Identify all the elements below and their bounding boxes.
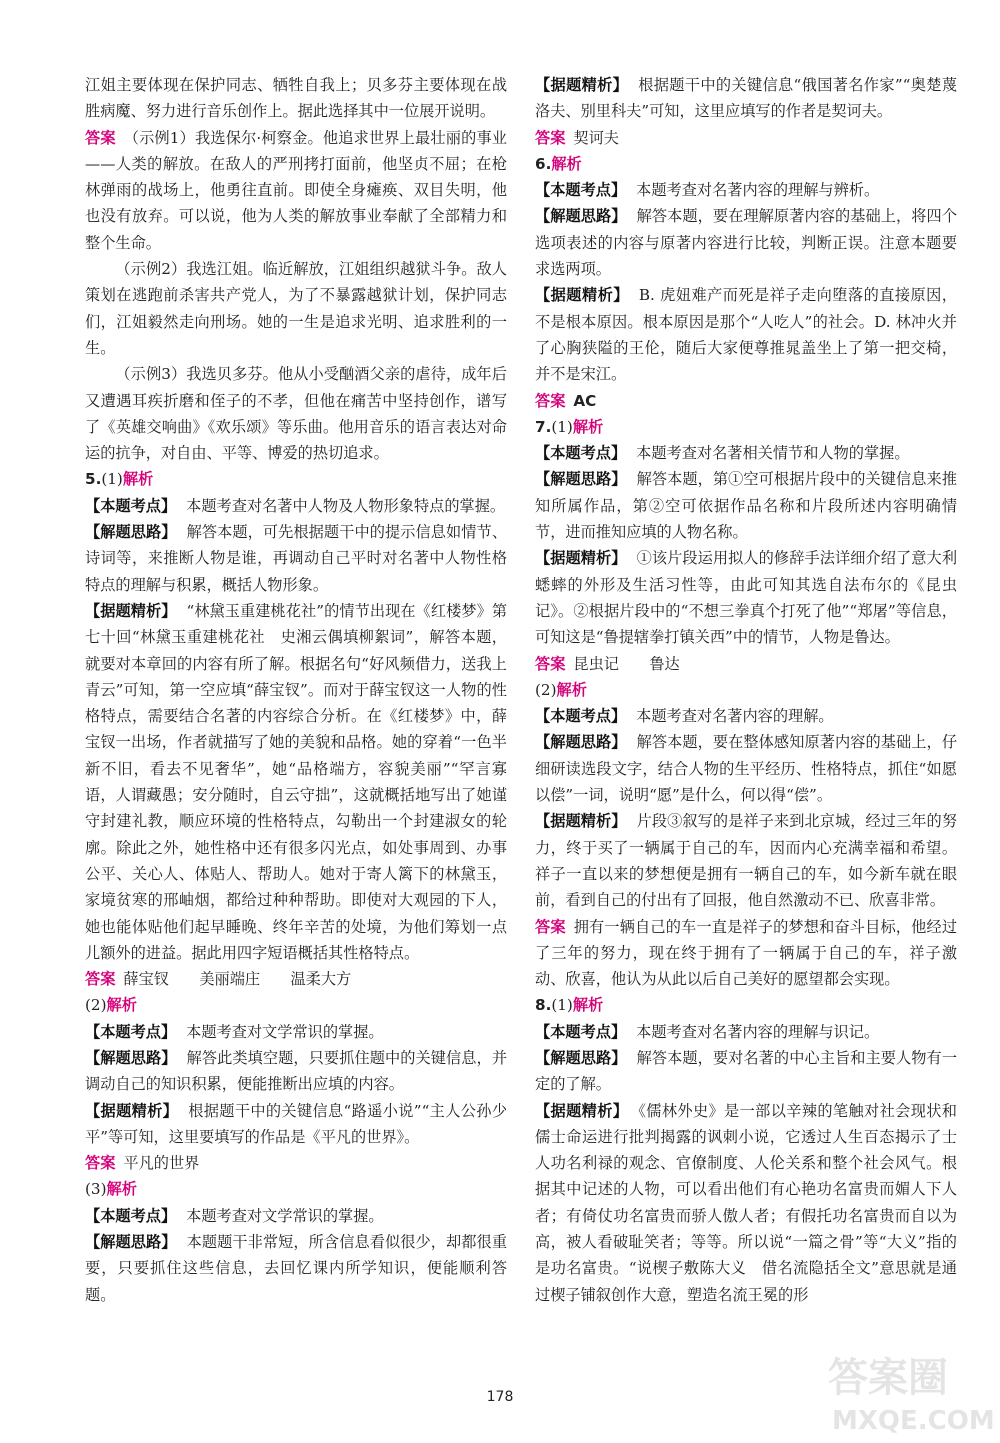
jiexi-label: 解析 (122, 470, 154, 489)
question-number: 8. (535, 996, 552, 1015)
silu (535, 466, 957, 545)
silu-text: 解答本题，可先根据题干中的提示信息如情节、诗词等，来推断人物是谁，再调动自己平时对名著中人物性格特点的理解与积累，概括人物形象。 (85, 523, 508, 594)
sub-question-header (85, 1176, 507, 1202)
silu (535, 203, 957, 282)
answer-text: 昆虫记 鲁达 (573, 654, 680, 673)
question-number: 5. (85, 470, 102, 489)
jingxi (85, 598, 507, 966)
tag-kaodian: 【本题考点】 (535, 444, 627, 463)
jiexi-label: 解析 (106, 996, 137, 1015)
tag-jingxi: 【据题精析】 (535, 76, 629, 94)
silu-text: 解答本题，第①空可根据片段中的关键信息来推知所属作品，第②空可依据作品名称和片段所述内容明确情节，进而推知应填的人物名称。 (535, 470, 958, 542)
example-2: （示例2）我选江姐。临近解放，江姐组织越狱斗争。敌人策划在逃跑前杀害共产党人，为了不暴露越狱计划，保护同志们，江姐毅然走向刑场。她的一生是追求光明、追求胜利的一生。 (85, 260, 507, 357)
question-7-header (535, 414, 957, 440)
right-column (535, 72, 957, 1308)
jiexi-label: 解析 (572, 417, 604, 436)
answer-label: 答案 (85, 128, 116, 147)
tag-jingxi: 【据题精析】 (85, 601, 177, 620)
silu-text: 解答本题，要对名著的中心主旨和主要人物有一定的了解。 (535, 1048, 958, 1094)
kaodian-text: 本题考查对名著内容的理解与辨析。 (636, 181, 880, 200)
jingxi (85, 1098, 507, 1151)
answer-label: 答案 (85, 1154, 116, 1173)
tag-kaodian: 【本题考点】 (85, 1022, 177, 1041)
jingxi-text: ①该片段运用拟人的修辞手法详细介绍了意大利蟋蟀的外形及生活习性等，由此可知其选自法布尔的《昆虫记》。②根据片段中的“不想三拳真个打死了他”“郑屠”等信息，可知这是“鲁提辖拳打镇关西”中的情节，人物是鲁达。 (535, 549, 958, 647)
sub-number: (1) (551, 996, 573, 1015)
kaodian-text: 本题考查对文学常识的掌握。 (186, 1022, 384, 1041)
jingxi-text: 根据题干中的关键信息“路遥小说”“主人公孙少平”等可知，这里要填写的作品是《平凡的世界》。 (85, 1101, 508, 1146)
answer-paragraph (535, 651, 957, 677)
sub-number: (2) (535, 680, 557, 699)
answer-paragraph (535, 125, 957, 151)
silu (85, 519, 507, 598)
silu-text: 解答此类填空题，只要抓住题中的关键信息，并调动自己的知识积累，便能推断出应填的内容。 (85, 1048, 508, 1094)
answer-text: （示例1）我选保尔·柯察金。他追求世界上最壮丽的事业——人类的解放。在敌人的严刑拷打面前，他坚贞不屈；在枪林弹雨的战场上，他勇往直前。即使全身瘫痪、双目失明，他也没有放弃。可以说，他为人类的解放事业奉献了全部精力和整个生命。 (85, 128, 507, 252)
answer-paragraph (85, 966, 507, 992)
kaodian (535, 1019, 957, 1045)
kaodian (535, 440, 957, 466)
tag-silu: 【解题思路】 (85, 1048, 177, 1067)
answer-label: 答案 (535, 654, 566, 673)
tag-jingxi: 【据题精析】 (535, 812, 627, 831)
answer-text: AC (573, 391, 597, 410)
silu-text: 本题题干非常短，所含信息看似很少，却都很重要，只要抓住这些信息，去回忆课内所学知识，便能顺利答题。 (85, 1233, 508, 1304)
jingxi-text: B. 虎妞难产而死是祥子走向堕落的直接原因，不是根本原因。根本原因是那个“人吃人”的社会。D. 林冲火并了心胸狭隘的王伦，随后大家便尊推晁盖坐上了第一把交椅，并不是宋江。 (535, 286, 957, 384)
kaodian (85, 1019, 507, 1045)
silu (535, 729, 957, 808)
jingxi (535, 545, 957, 650)
answer-text: 拥有一辆自己的车一直是祥子的梦想和奋斗目标，他经过了三年的努力，现在终于拥有了一辆属于自己的车，祥子激动、欣喜，他认为从此以后自己美好的愿望都会实现。 (535, 917, 958, 989)
tag-kaodian: 【本题考点】 (85, 1206, 177, 1225)
tag-silu: 【解题思路】 (535, 1048, 627, 1067)
watermark-top: 答案圈 (828, 1355, 948, 1401)
jiexi-label: 解析 (106, 1180, 137, 1199)
sub-number: (1) (551, 417, 573, 436)
jingxi (535, 282, 957, 387)
answer-label: 答案 (535, 391, 566, 410)
jiexi-label: 解析 (556, 680, 587, 699)
jingxi (535, 808, 957, 913)
kaodian (535, 703, 957, 729)
watermark-bottom: MXQE.COM (832, 1406, 995, 1436)
question-6-header (535, 151, 957, 177)
tag-kaodian: 【本题考点】 (535, 1022, 627, 1041)
example-3: （示例3）我选贝多芬。他从小受酗酒父亲的虐待，成年后又遭遇耳疾折磨和侄子的不孝，但他在痛苦中坚持创作，谱写了《英雄交响曲》《欢乐颂》等乐曲。他用音乐的语言表达对命运的抗争，对自由、平等、博爱的热切追求。 (85, 365, 507, 463)
tag-kaodian: 【本题考点】 (535, 707, 627, 726)
kaodian (535, 177, 957, 203)
answer-paragraph (85, 125, 507, 256)
answer-label: 答案 (535, 128, 566, 147)
question-number: 6. (535, 154, 552, 173)
question-8-header (535, 992, 957, 1018)
silu (535, 1045, 957, 1098)
watermark-logo (810, 1333, 1000, 1443)
silu-text: 解答本题，要在理解原著内容的基础上，将四个选项表述的内容与原著内容进行比较，判断正误。注意本题要求选两项。 (535, 207, 958, 279)
tag-silu: 【解题思路】 (85, 523, 177, 542)
jingxi-text: 《儒林外史》是一部以辛辣的笔触对社会现状和儒士命运进行批判揭露的讽刺小说，它透过人生百态揭示了士人功名利禄的观念、官僚制度、人伦关系和整个社会风气。根据其中记述的人物，可以看出他们有心艳功名富贵而媚人下人者；有倚仗功名富贵而骄人傲人者；有假托功名富贵而自以为高，被人看破耻笑者；等等。所以说“一篇之骨”等“大义”指的是功名富贵。“说楔子敷陈大义 借名流隐括全文”意思就是通过楔子铺叙创作大意，塑造名流王冕的形 (535, 1101, 957, 1304)
tag-silu: 【解题思路】 (535, 470, 627, 489)
kaodian (85, 1203, 507, 1229)
answer-label: 答案 (85, 970, 116, 989)
silu-text: 解答本题，要在整体感知原著内容的基础上，仔细研读选段文字，结合人物的生平经历、性格特点，抓住“如愿以偿”一词，说明“愿”是什么，何以得“偿”。 (535, 733, 958, 805)
jingxi-text: “林黛玉重建桃花社”的情节出现在《红楼梦》第七十回“林黛玉重建桃花社 史湘云偶填柳絮词”，解答本题，就要对本章回的内容有所了解。根据名句“好风频借力，送我上青云”可知，第一空应填“薛宝钗”。而对于薛宝钗这一人物的性格特点，需要结合名著的内容综合分析。在《红楼梦》中，薛宝钗一出场，作者就描写了她的美貌和品格。她的穿着“一色半新不旧，看去不见奢华”，她“品格端方，容貌美丽”“罕言寡语，人谓藏愚；安分随时，自云守拙”，这就概括地写出了她谨守封建礼教，顺应环境的性格特点，勾勒出一个封建淑女的轮廓。除此之外，她性格中还有很多闪光点，如处事周到、办事公平、关心人、体贴人、帮助人。她对于寄人篱下的林黛玉，家境贫寒的邢岫烟，都给过种种帮助。即使对大观园的下人，她也能体贴他们起早睡晚、终年辛苦的处境，为他们筹划一点儿额外的进益。据此用四字短语概括其性格特点。 (85, 601, 508, 962)
answer-text: 平凡的世界 (123, 1154, 200, 1173)
jingxi-text: 根据题干中的关键信息“俄国著名作家”“奥楚蔑洛夫、别里科夫”可知，这里应填写的作者是契诃夫。 (535, 76, 958, 121)
answer-paragraph (535, 914, 957, 993)
jiexi-label: 解析 (572, 996, 604, 1015)
tag-jingxi: 【据题精析】 (535, 549, 627, 568)
kaodian-text: 本题考查对名著内容的理解与识记。 (636, 1022, 880, 1041)
jingxi (535, 72, 957, 125)
answer-paragraph (535, 388, 957, 414)
tag-kaodian: 【本题考点】 (535, 181, 627, 200)
page-number: 178 (486, 1389, 514, 1405)
tag-kaodian: 【本题考点】 (85, 496, 177, 515)
kaodian-text: 本题考查对名著中人物及人物形象特点的掌握。 (186, 496, 506, 515)
jingxi-text: 片段③叙写的是祥子来到北京城，经过三年的努力，终于买了一辆属于自己的车，因而内心充满幸福和希望。祥子一直以来的梦想便是拥有一辆自己的车，如今新车就在眼前，看到自己的付出有了回报，他自然激动不已、欣喜非常。 (535, 812, 958, 910)
paragraph: 江姐主要体现在保护同志、牺牲自我上；贝多芬主要体现在战胜病魔、努力进行音乐创作上。据此选择其中一位展开说明。 (85, 76, 507, 121)
silu (85, 1045, 507, 1098)
tag-jingxi: 【据题精析】 (535, 286, 629, 305)
sub-number: (3) (85, 1180, 107, 1199)
sub-question-header (85, 992, 507, 1018)
question-5-header (85, 466, 507, 492)
kaodian (85, 493, 507, 519)
answer-text: 契诃夫 (573, 128, 619, 147)
answer-paragraph (85, 1150, 507, 1176)
tag-silu: 【解题思路】 (85, 1233, 177, 1252)
kaodian-text: 本题考查对名著内容的理解。 (636, 707, 834, 726)
tag-jingxi: 【据题精析】 (85, 1101, 179, 1120)
left-column (85, 72, 507, 1308)
tag-jingxi: 【据题精析】 (535, 1101, 629, 1120)
sub-question-header (535, 677, 957, 703)
tag-silu: 【解题思路】 (535, 733, 627, 752)
kaodian-text: 本题考查对名著相关情节和人物的掌握。 (636, 444, 910, 463)
answer-text: 薛宝钗 美丽端庄 温柔大方 (123, 970, 352, 989)
sub-number: (1) (101, 470, 123, 489)
sub-number: (2) (85, 996, 107, 1015)
kaodian-text: 本题考查对文学常识的掌握。 (186, 1206, 384, 1225)
tag-silu: 【解题思路】 (535, 207, 627, 226)
answer-label: 答案 (535, 917, 566, 936)
question-number: 7. (535, 417, 552, 436)
jiexi-label: 解析 (551, 154, 582, 173)
jingxi (535, 1098, 957, 1308)
silu (85, 1229, 507, 1308)
